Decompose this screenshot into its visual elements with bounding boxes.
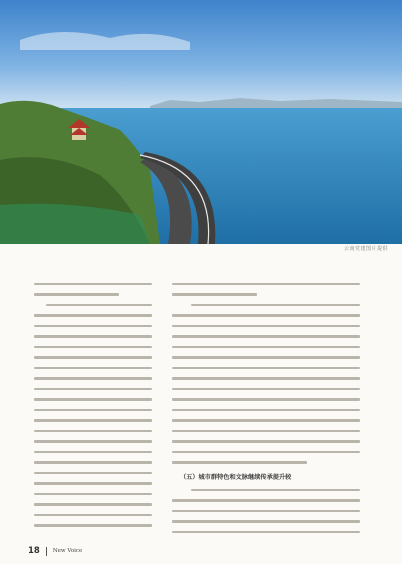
page-footer (28, 546, 82, 556)
photo-credit: 云南党建图片提供 (343, 246, 388, 252)
footer-divider (46, 547, 47, 556)
section-heading: （五）城市群特色和文脉继续传承提升较 (180, 473, 292, 481)
body-column-right (172, 283, 360, 541)
page-number: 18 (28, 546, 40, 556)
lake-city-photo (0, 0, 402, 244)
body-column-left (34, 283, 152, 535)
sky (0, 0, 402, 110)
masthead: New Voice (52, 548, 83, 554)
